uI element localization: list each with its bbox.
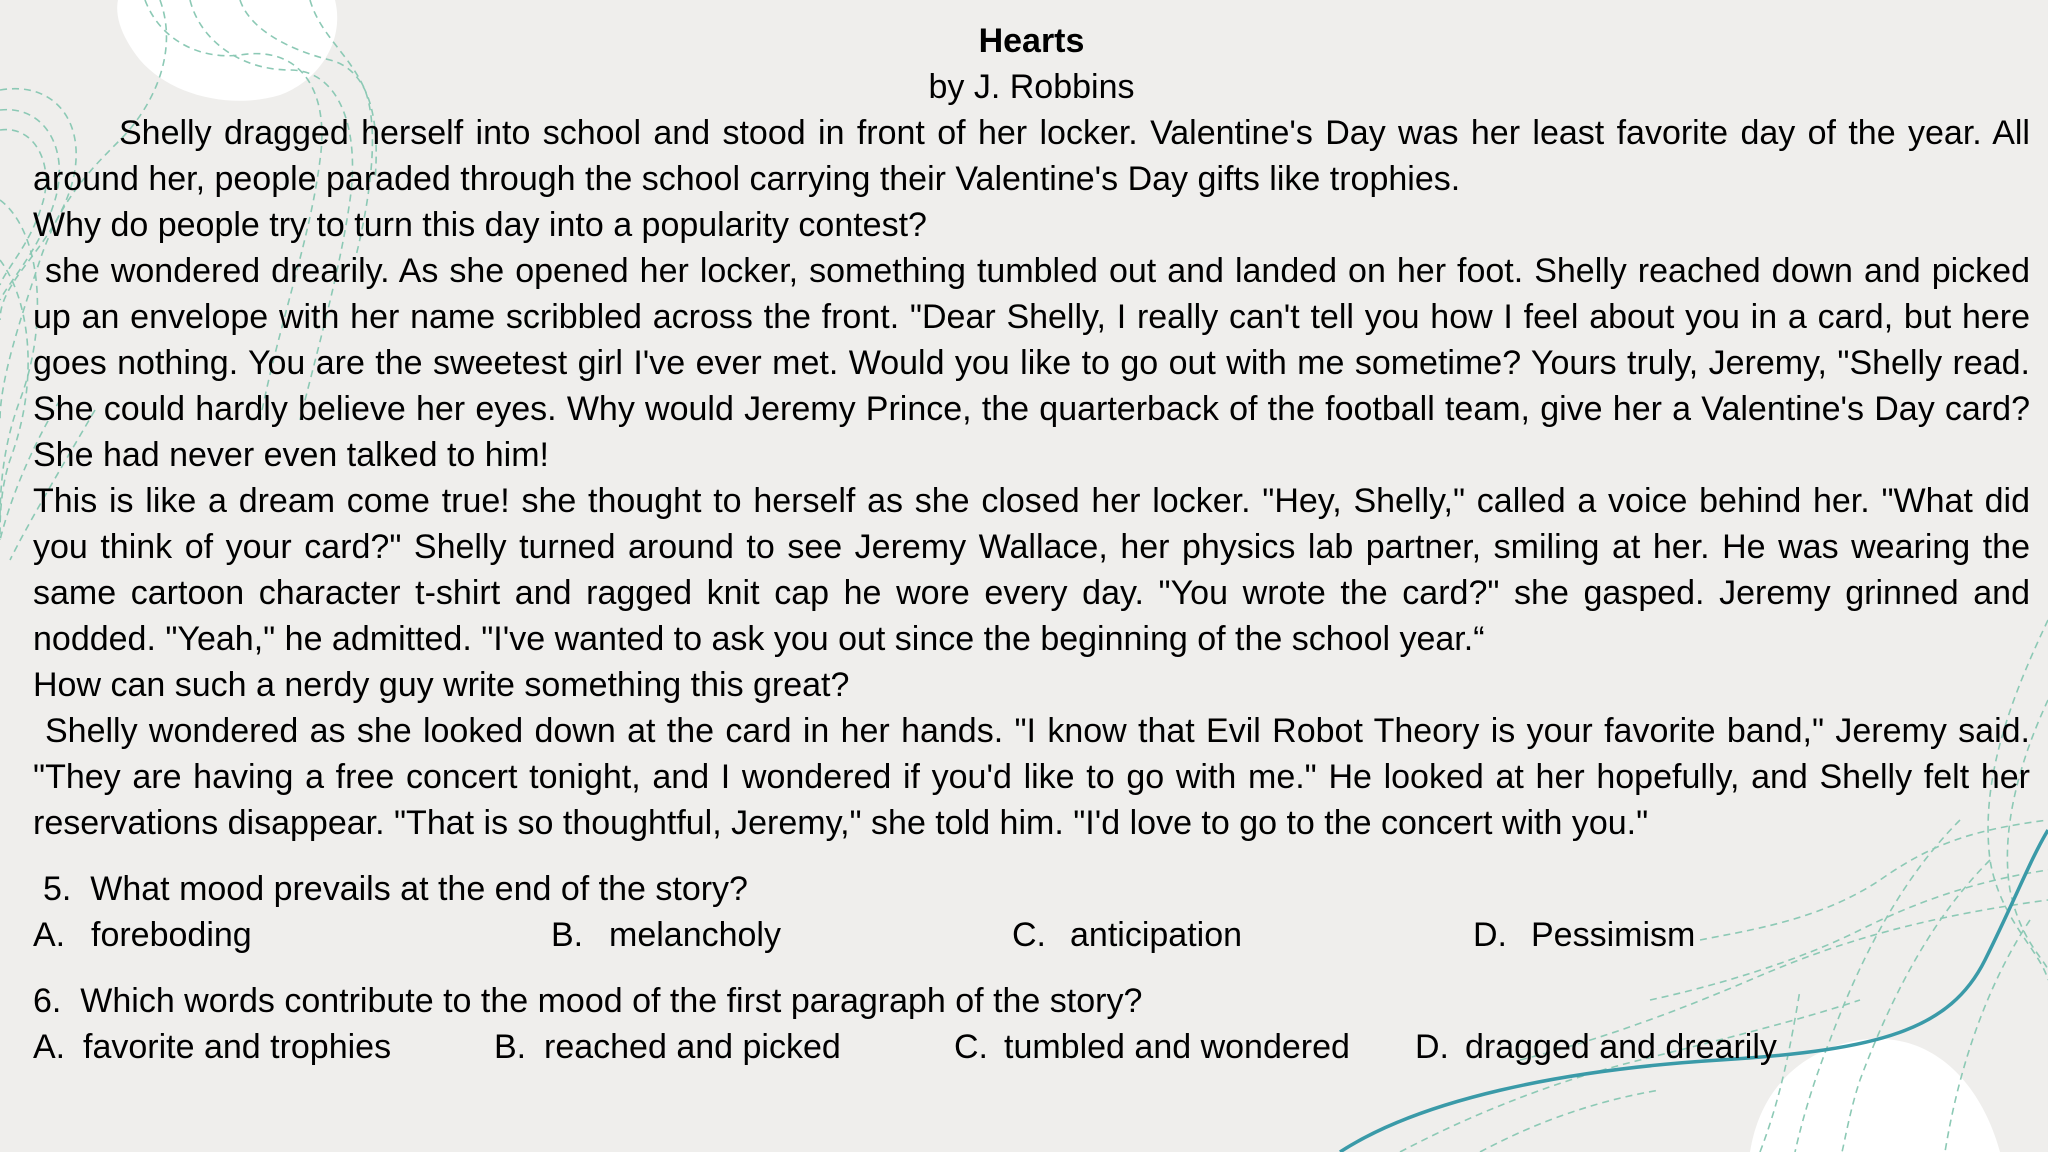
option-letter: B. <box>494 1028 527 1066</box>
option-letter: C. <box>1012 916 1046 954</box>
story-title: Hearts <box>978 22 1085 60</box>
question-6-number: 6. <box>33 982 62 1020</box>
story-thought-1: Why do people try to turn this day into a popularity contest? <box>33 206 927 244</box>
slide-content <box>33 18 2030 1070</box>
story-paragraph-1: Shelly dragged herself into school and stood in front of her locker. Valentine's Day was her least favorite day of the year. All around her, people paraded through the school carrying their Valentine's Day gifts like trophies. <box>33 114 2030 198</box>
option-text: favorite and trophies <box>83 1028 392 1066</box>
story-paragraph-4: Shelly wondered as she looked down at the card in her hands. "I know that Evil Robot Theory is your favorite band," Jeremy said. "They are having a free concert tonight, and I wondered if you'd like to go with me." He looked at her hopefully, and Shelly felt her reservations disappear. "That is so thoughtful, Jeremy," she told him. "I'd love to go to the concert with you." <box>33 712 2030 842</box>
question-6-option-a[interactable] <box>33 1024 391 1070</box>
question-6-option-d[interactable] <box>1415 1024 1777 1070</box>
option-letter: B. <box>551 916 584 954</box>
question-6-option-c[interactable] <box>954 1024 1350 1070</box>
question-5-option-b[interactable] <box>551 912 781 958</box>
option-text: tumbled and wondered <box>1004 1028 1350 1066</box>
option-text: reached and picked <box>544 1028 841 1066</box>
story-paragraph-3: This is like a dream come true! she thought to herself as she closed her locker. "Hey, Shelly," called a voice behind her. "What did you think of your card?" Shelly turned around to see Jeremy Wallace, her physics lab partner, smiling at her. He was wearing the same cartoon character t-shirt and ragged knit cap he wore every day. "You wrote the card?" she gasped. Jeremy grinned and nodded. "Yeah," he admitted. "I've wanted to ask you out since the beginning of the school year.“ <box>33 482 2030 658</box>
option-text: anticipation <box>1070 916 1243 954</box>
option-letter: D. <box>1473 916 1507 954</box>
option-text: foreboding <box>91 916 252 954</box>
question-5-option-c[interactable] <box>1012 912 1242 958</box>
option-letter: A. <box>33 1028 66 1066</box>
question-6 <box>33 978 2030 1070</box>
question-6-options <box>33 1024 2030 1070</box>
option-letter: D. <box>1415 1028 1449 1066</box>
option-text: melancholy <box>609 916 781 954</box>
question-5-option-d[interactable] <box>1473 912 1695 958</box>
option-letter: C. <box>954 1028 988 1066</box>
question-6-prompt <box>33 978 2030 1024</box>
question-5-number: 5. <box>43 870 72 908</box>
question-5-text: What mood prevails at the end of the story? <box>90 870 748 908</box>
story-thought-2: How can such a nerdy guy write something this great? <box>33 666 850 704</box>
question-5-prompt <box>33 866 2030 912</box>
question-6-text: Which words contribute to the mood of the first paragraph of the story? <box>80 982 1143 1020</box>
option-text: Pessimism <box>1531 916 1696 954</box>
question-5-options <box>33 912 2030 958</box>
option-text: dragged and drearily <box>1465 1028 1777 1066</box>
question-5 <box>33 866 2030 958</box>
question-5-option-a[interactable] <box>33 912 252 958</box>
story-paragraph-2: she wondered drearily. As she opened her locker, something tumbled out and landed on her foot. Shelly reached down and picked up an envelope with her name scribbled across the front. "Dear Shelly, I really can't tell you how I feel about you in a card, but here goes nothing. You are the sweetest girl I've ever met. Would you like to go out with me sometime? Yours truly, Jeremy, "Shelly read. She could hardly believe her eyes. Why would Jeremy Prince, the quarterback of the football team, give her a Valentine's Day card? She had never even talked to him! <box>33 252 2030 474</box>
story-byline: by J. Robbins <box>928 68 1135 106</box>
option-letter: A. <box>33 916 66 954</box>
question-6-option-b[interactable] <box>494 1024 841 1070</box>
